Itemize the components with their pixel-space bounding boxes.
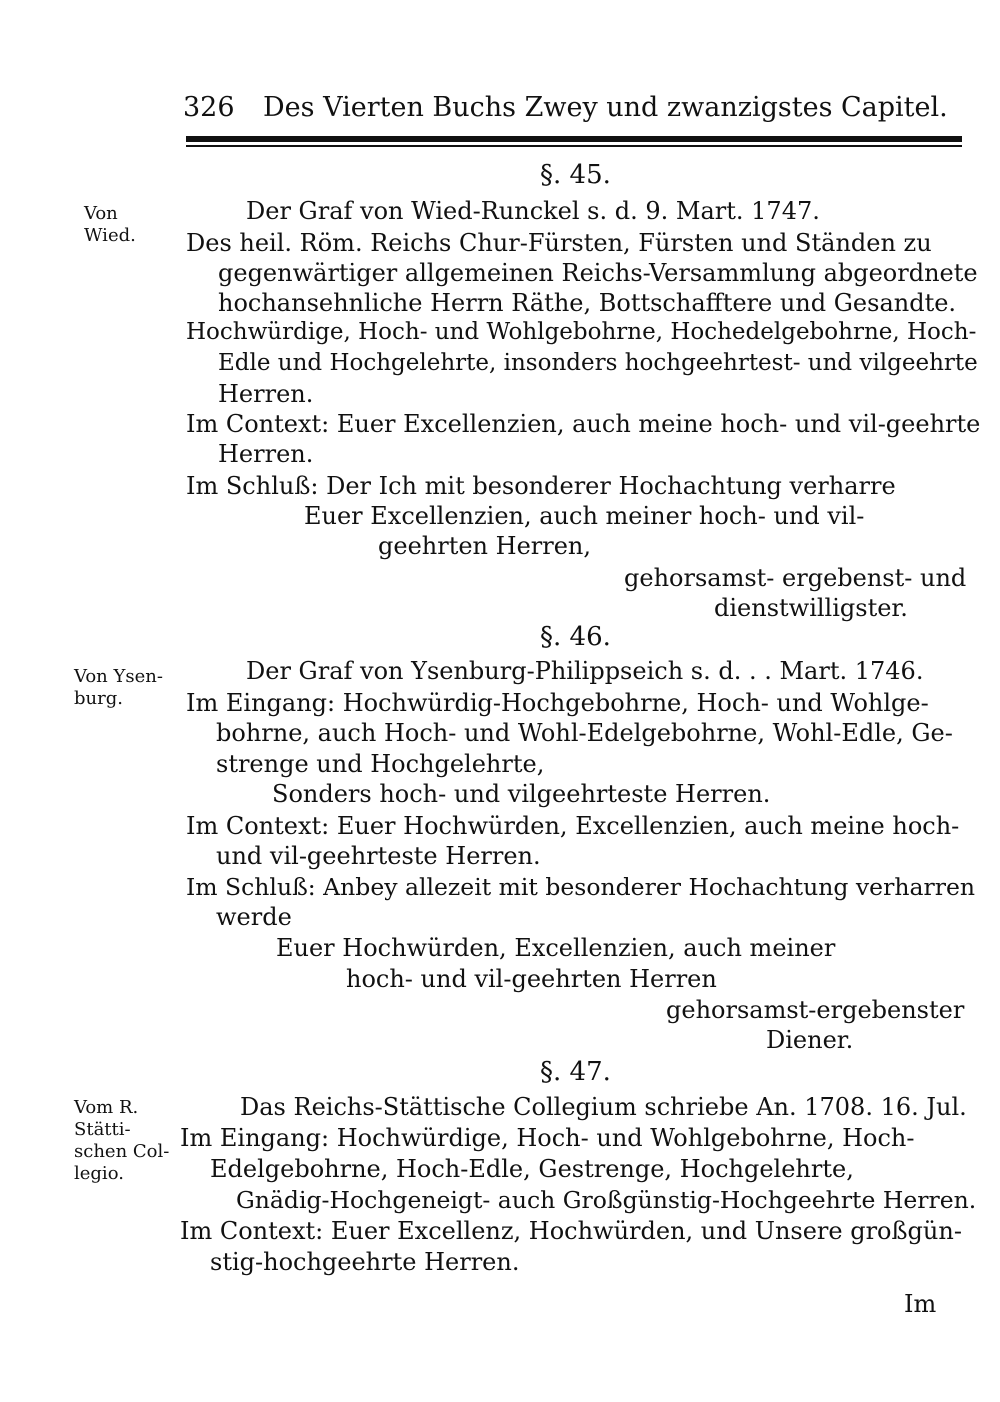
margin-note-line: burg. [74,688,123,709]
text-line: Im Schluß: Der Ich mit besonderer Hochachtung verharre [186,472,896,500]
page-header [183,92,948,132]
section-heading-45: §. 45. [540,160,611,190]
header-rule-thin [186,145,962,147]
text-line: hoch- und vil-geehrten Herren [346,965,717,993]
text-line: Euer Excellenzien, auch meiner hoch- und vil- [304,502,865,530]
text-line: Gnädig-Hochgeneigt- auch Großgünstig-Hochgeehrte Herren. [236,1186,977,1214]
margin-note-line: Wied. [84,225,136,246]
text-line: Hochwürdige, Hoch- und Wohlgebohrne, Hochedelgebohrne, Hoch- [186,319,977,345]
running-title: Des Vierten Buchs Zwey und zwanzigstes Capitel. [263,92,948,123]
margin-note-wied [84,203,164,247]
margin-note-line: legio. [74,1163,124,1184]
text-line: Des heil. Röm. Reichs Chur-Fürsten, Fürsten und Ständen zu [186,229,932,257]
margin-note-line: Von [84,203,118,224]
text-line: Im Eingang: Hochwürdige, Hoch- und Wohlgebohrne, Hoch- [180,1124,915,1152]
margin-note-ysenburg [74,666,174,710]
text-line: dienstwilligster. [714,594,908,622]
margin-note-line: Stätti- [74,1119,131,1140]
text-line: Sonders hoch- und vilgeehrteste Herren. [272,780,771,808]
text-line: stig-hochgeehrte Herren. [210,1248,520,1276]
text-line: Der Graf von Ysenburg-Philippseich s. d. . . Mart. 1746. [246,657,924,685]
text-line: Im Context: Euer Excellenz, Hochwürden, und Unsere großgün- [180,1217,962,1245]
header-rule [186,136,962,142]
margin-note-line: Von Ysen- [74,666,163,687]
text-line: Herren. [218,440,314,468]
text-line: gehorsamst-ergebenster [666,996,965,1024]
text-line: Diener. [766,1026,854,1054]
text-line: Edelgebohrne, Hoch-Edle, Gestrenge, Hochgelehrte, [210,1155,854,1183]
text-line: geehrten Herren, [378,532,591,560]
section-heading-46: §. 46. [540,622,611,652]
catchword: Im [904,1290,937,1318]
text-line: hochansehnliche Herrn Räthe, Bottschafftere und Gesandte. [218,289,957,317]
text-line: strenge und Hochgelehrte, [216,750,545,778]
text-line: Das Reichs-Stättische Collegium schriebe An. 1708. 16. Jul. [240,1093,967,1121]
text-line: Euer Hochwürden, Excellenzien, auch meiner [276,934,836,962]
text-line: Im Context: Euer Hochwürden, Excellenzien, auch meine hoch- [186,812,960,840]
text-line: gehorsamst- ergebenst- und [624,564,967,592]
margin-note-line: Vom R. [74,1097,139,1118]
section-heading-47: §. 47. [540,1057,611,1087]
text-line: Im Eingang: Hochwürdig-Hochgebohrne, Hoch- und Wohlge- [186,689,929,717]
margin-note-staettisches-collegium [74,1097,174,1185]
text-line: Im Context: Euer Excellenzien, auch meine hoch- und vil-geehrte [186,410,981,438]
text-line: gegenwärtiger allgemeinen Reichs-Versammlung abgeordnete [218,259,978,287]
text-line: Edle und Hochgelehrte, insonders hochgeehrtest- und vilgeehrte [218,350,978,376]
text-line: Herren. [218,380,314,408]
text-line: bohrne, auch Hoch- und Wohl-Edelgebohrne, Wohl-Edle, Ge- [216,719,953,747]
text-line: und vil-geehrteste Herren. [216,842,541,870]
page-number: 326 [183,92,235,123]
text-line: Im Schluß: Anbey allezeit mit besonderer Hochachtung verharren [186,873,975,901]
margin-note-line: schen Col- [74,1141,170,1162]
text-line: werde [216,903,292,931]
text-line: Der Graf von Wied-Runckel s. d. 9. Mart. 1747. [246,197,820,225]
